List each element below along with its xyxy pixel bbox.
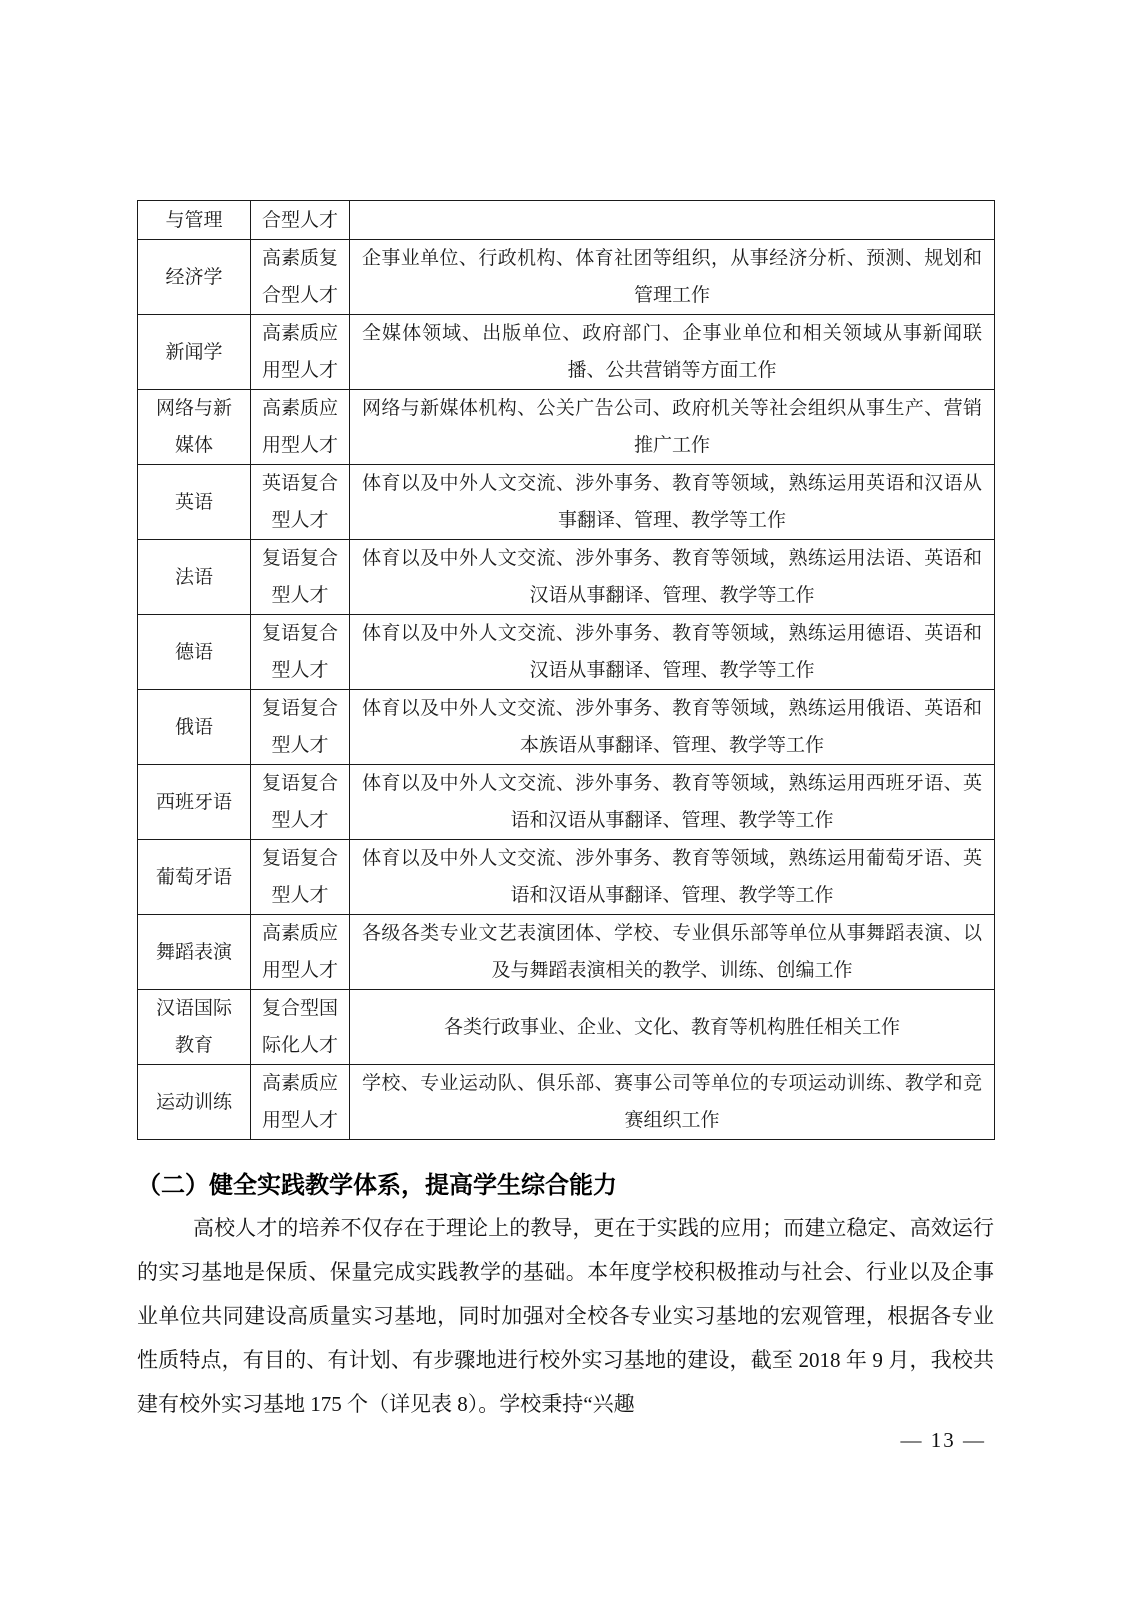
career-cell: 体育以及中外人文交流、涉外事务、教育等领域，熟练运用西班牙语、英语和汉语从事翻译、管理、教学等工作	[350, 765, 995, 840]
career-cell: 体育以及中外人文交流、涉外事务、教育等领域，熟练运用葡萄牙语、英语和汉语从事翻译、管理、教学等工作	[350, 840, 995, 915]
major-cell: 英语	[138, 465, 251, 540]
major-cell: 运动训练	[138, 1065, 251, 1140]
type-cell: 高素质应用型人才	[251, 390, 350, 465]
type-cell: 复语复合型人才	[251, 765, 350, 840]
major-cell: 俄语	[138, 690, 251, 765]
type-cell: 英语复合型人才	[251, 465, 350, 540]
career-cell	[350, 201, 995, 240]
major-cell: 西班牙语	[138, 765, 251, 840]
table-row	[138, 540, 995, 615]
major-cell: 网络与新媒体	[138, 390, 251, 465]
career-cell: 学校、专业运动队、俱乐部、赛事公司等单位的专项运动训练、教学和竞赛组织工作	[350, 1065, 995, 1140]
page-number: — 13 —	[900, 1428, 986, 1452]
table-row	[138, 765, 995, 840]
type-cell: 复合型国际化人才	[251, 990, 350, 1065]
table-row	[138, 1065, 995, 1140]
career-cell: 全媒体领域、出版单位、政府部门、企事业单位和相关领域从事新闻联播、公共营销等方面工作	[350, 315, 995, 390]
section-heading: （二）健全实践教学体系，提高学生综合能力	[137, 1172, 617, 1199]
table-row	[138, 201, 995, 240]
table-row	[138, 615, 995, 690]
major-cell: 法语	[138, 540, 251, 615]
type-cell: 高素质应用型人才	[251, 315, 350, 390]
type-cell: 合型人才	[251, 201, 350, 240]
type-cell: 复语复合型人才	[251, 540, 350, 615]
major-cell: 新闻学	[138, 315, 251, 390]
table-row	[138, 240, 995, 315]
career-cell: 各级各类专业文艺表演团体、学校、专业俱乐部等单位从事舞蹈表演、以及与舞蹈表演相关的教学、训练、创编工作	[350, 915, 995, 990]
type-cell: 复语复合型人才	[251, 615, 350, 690]
type-cell: 复语复合型人才	[251, 690, 350, 765]
table-row	[138, 840, 995, 915]
career-cell: 网络与新媒体机构、公关广告公司、政府机关等社会组织从事生产、营销推广工作	[350, 390, 995, 465]
talent-table-body	[138, 201, 995, 1140]
talent-table	[137, 200, 995, 1140]
type-cell: 高素质应用型人才	[251, 915, 350, 990]
career-cell: 体育以及中外人文交流、涉外事务、教育等领域，熟练运用法语、英语和汉语从事翻译、管理、教学等工作	[350, 540, 995, 615]
table-row	[138, 390, 995, 465]
major-cell: 舞蹈表演	[138, 915, 251, 990]
type-cell: 高素质复合型人才	[251, 240, 350, 315]
major-cell: 经济学	[138, 240, 251, 315]
career-cell: 体育以及中外人文交流、涉外事务、教育等领域，熟练运用英语和汉语从事翻译、管理、教学等工作	[350, 465, 995, 540]
career-cell: 体育以及中外人文交流、涉外事务、教育等领域，熟练运用德语、英语和汉语从事翻译、管理、教学等工作	[350, 615, 995, 690]
body-paragraph: 高校人才的培养不仅存在于理论上的教导，更在于实践的应用；而建立稳定、高效运行的实习基地是保质、保量完成实践教学的基础。本年度学校积极推动与社会、行业以及企事业单位共同建设高质量实习基地，同时加强对全校各专业实习基地的宏观管理，根据各专业性质特点，有目的、有计划、有步骤地进行校外实习基地的建设，截至 2018 年 9 月，我校共建有校外实习基地 175 个（详见表 8）。学校秉持“兴趣	[137, 1216, 994, 1416]
table-row	[138, 990, 995, 1065]
career-cell: 各类行政事业、企业、文化、教育等机构胜任相关工作	[350, 990, 995, 1065]
career-cell: 企事业单位、行政机构、体育社团等组织，从事经济分析、预测、规划和管理工作	[350, 240, 995, 315]
table-row	[138, 315, 995, 390]
table-row	[138, 915, 995, 990]
table-row	[138, 690, 995, 765]
type-cell: 复语复合型人才	[251, 840, 350, 915]
major-cell: 葡萄牙语	[138, 840, 251, 915]
type-cell: 高素质应用型人才	[251, 1065, 350, 1140]
major-cell: 德语	[138, 615, 251, 690]
major-cell: 与管理	[138, 201, 251, 240]
table-row	[138, 465, 995, 540]
major-cell: 汉语国际教育	[138, 990, 251, 1065]
career-cell: 体育以及中外人文交流、涉外事务、教育等领域，熟练运用俄语、英语和本族语从事翻译、管理、教学等工作	[350, 690, 995, 765]
